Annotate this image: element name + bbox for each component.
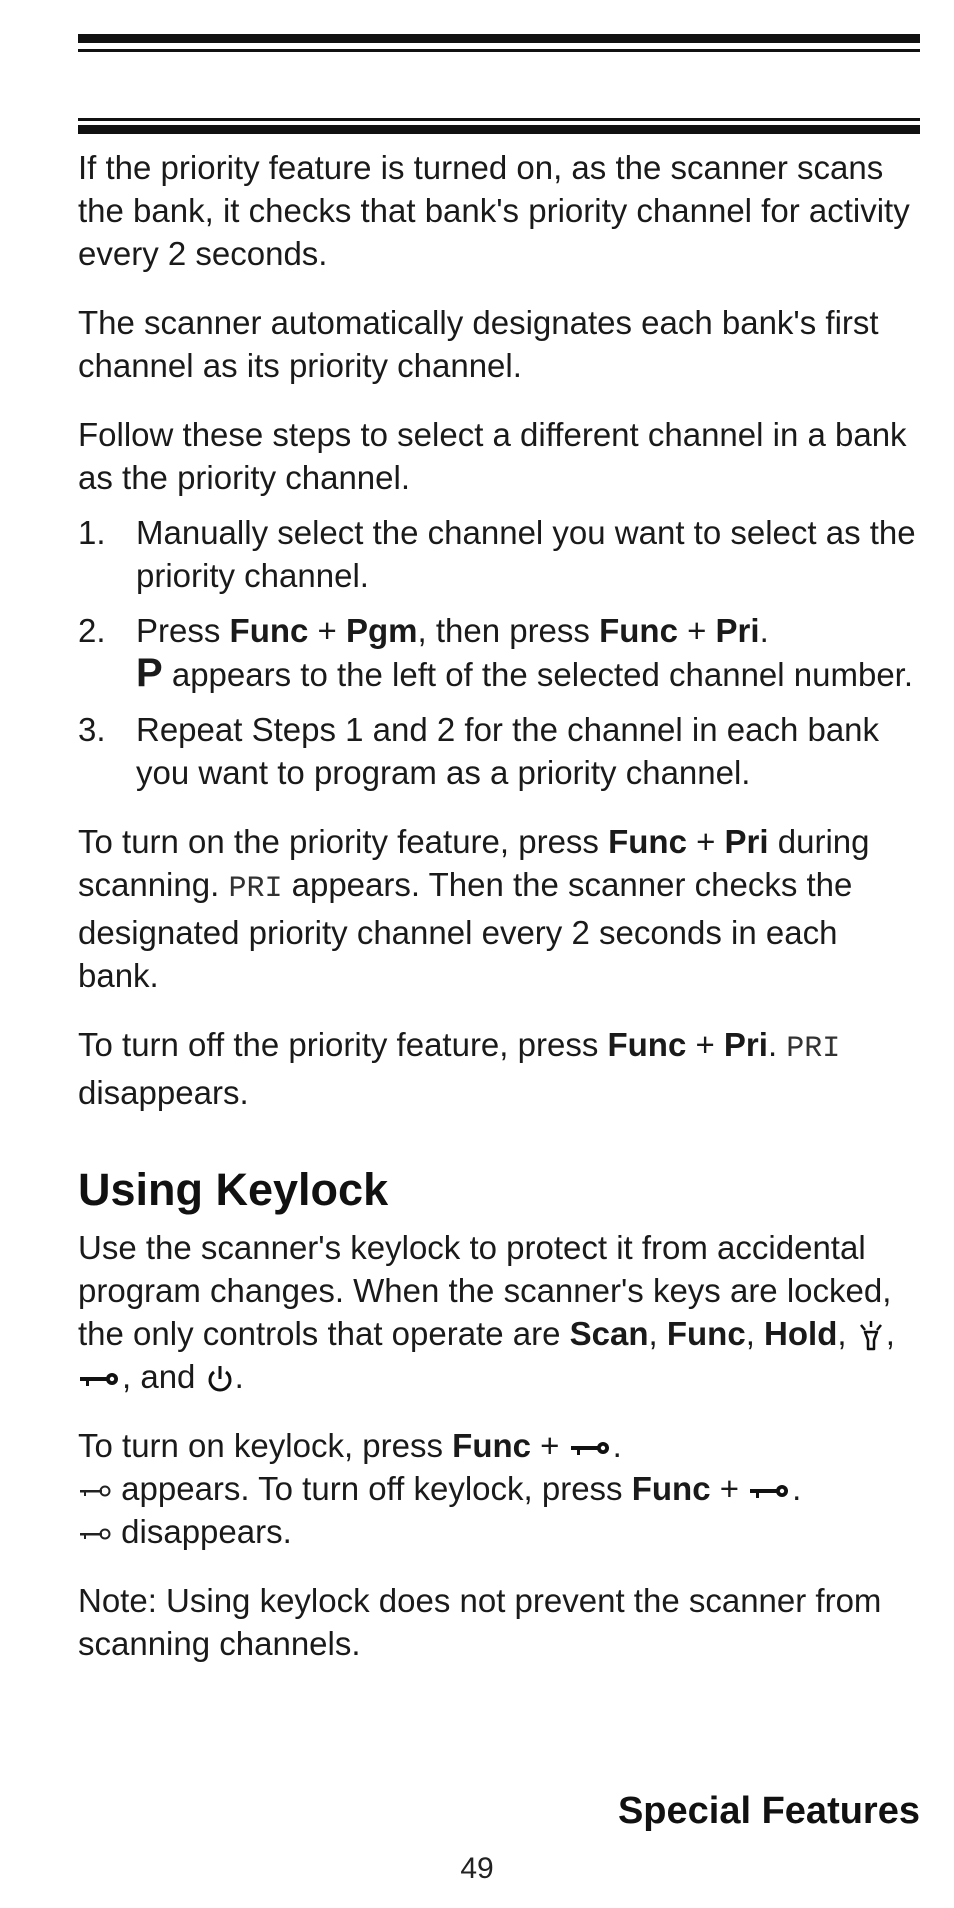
step-number: 3. xyxy=(78,711,106,748)
text-and: , and xyxy=(122,1358,205,1395)
comma: , xyxy=(837,1315,856,1352)
text: appears. To turn off keylock, press xyxy=(112,1470,632,1507)
text: disappears. xyxy=(112,1513,292,1550)
key-func: Func xyxy=(599,612,678,649)
key-func: Func xyxy=(608,823,687,860)
key-pri: Pri xyxy=(724,823,769,860)
key-icon xyxy=(78,1526,112,1542)
step-number: 2. xyxy=(78,612,106,649)
period: . xyxy=(767,1026,787,1063)
plus-sign: + xyxy=(710,1470,749,1507)
header-rule-top-thick xyxy=(78,34,920,43)
paragraph-priority-steps-intro: Follow these steps to select a different channel in a bank as the priority channel. xyxy=(78,416,907,496)
comma: , xyxy=(648,1315,667,1352)
text: Use the scanner's keylock to protect it from accidental program changes. When the scanner's keys are locked, the only controls that operate are xyxy=(78,1229,892,1352)
paragraph-keylock-note: Note: Using keylock does not prevent the scanner from scanning channels. xyxy=(78,1582,882,1662)
paragraph-keylock-toggle xyxy=(78,1424,920,1553)
text: during scanning. xyxy=(78,823,870,903)
section-heading-keylock: Using Keylock xyxy=(78,1164,389,1215)
key-icon xyxy=(78,1369,122,1389)
priority-p-symbol: P xyxy=(136,651,163,695)
key-scan: Scan xyxy=(569,1315,649,1352)
key-pri: Pri xyxy=(715,612,760,649)
plus-sign: + xyxy=(308,612,346,649)
plus-sign: + xyxy=(686,823,725,860)
key-icon xyxy=(748,1481,792,1501)
paragraph-turn-on-priority xyxy=(78,820,920,997)
text: To turn on the priority feature, press xyxy=(78,823,609,860)
key-hold: Hold xyxy=(764,1315,838,1352)
step-text: Repeat Steps 1 and 2 for the channel in each bank you want to program as a priority channel. xyxy=(136,711,880,791)
header-rule-bottom-thin xyxy=(78,118,920,121)
key-pgm: Pgm xyxy=(345,612,418,649)
key-func: Func xyxy=(666,1315,746,1352)
priority-steps-list xyxy=(78,511,920,794)
power-icon xyxy=(205,1363,235,1395)
plus-sign: + xyxy=(677,612,716,649)
period: . xyxy=(759,612,769,649)
light-icon xyxy=(856,1319,886,1353)
key-pri: Pri xyxy=(723,1026,768,1063)
display-pri: PRI xyxy=(228,872,283,906)
key-func: Func xyxy=(631,1470,711,1507)
key-icon xyxy=(569,1438,613,1458)
header-rule-bottom-thick xyxy=(78,125,920,134)
step-text: Manually select the channel you want to select as the priority channel. xyxy=(136,514,916,594)
step-2 xyxy=(78,609,920,696)
step-3 xyxy=(78,708,920,794)
period: . xyxy=(234,1358,244,1395)
header-rule-top-thin xyxy=(78,49,920,52)
key-func: Func xyxy=(229,612,309,649)
page-content xyxy=(78,146,920,1691)
footer-section-title: Special Features xyxy=(617,1790,920,1832)
key-icon xyxy=(78,1483,112,1499)
step-1 xyxy=(78,511,920,597)
page-number: 49 xyxy=(460,1852,494,1885)
text: To turn off the priority feature, press xyxy=(78,1026,608,1063)
paragraph-keylock-intro xyxy=(78,1226,920,1398)
step-text-then: , then press xyxy=(417,612,600,649)
text: disappears. xyxy=(78,1074,249,1111)
paragraph-turn-off-priority xyxy=(78,1023,920,1114)
text: appears. Then the scanner checks the designated priority channel every 2 seconds in each bank. xyxy=(78,866,853,994)
period: . xyxy=(792,1470,802,1507)
paragraph-priority-intro: If the priority feature is turned on, as the scanner scans the bank, it checks that bank's priority channel for activity every 2 seconds. xyxy=(78,149,910,272)
text: To turn on keylock, press xyxy=(78,1427,453,1464)
key-func: Func xyxy=(607,1026,687,1063)
step-text-press: Press xyxy=(136,612,230,649)
plus-sign: + xyxy=(686,1026,724,1063)
paragraph-priority-default: The scanner automatically designates each bank's first channel as its priority channel. xyxy=(78,304,879,384)
key-func: Func xyxy=(452,1427,531,1464)
period: . xyxy=(612,1427,622,1464)
comma: , xyxy=(885,1315,895,1352)
display-pri: PRI xyxy=(786,1032,841,1066)
plus-sign: + xyxy=(531,1427,569,1464)
step-text-after: appears to the left of the selected channel number. xyxy=(162,656,914,693)
step-number: 1. xyxy=(78,514,106,551)
comma: , xyxy=(745,1315,765,1352)
